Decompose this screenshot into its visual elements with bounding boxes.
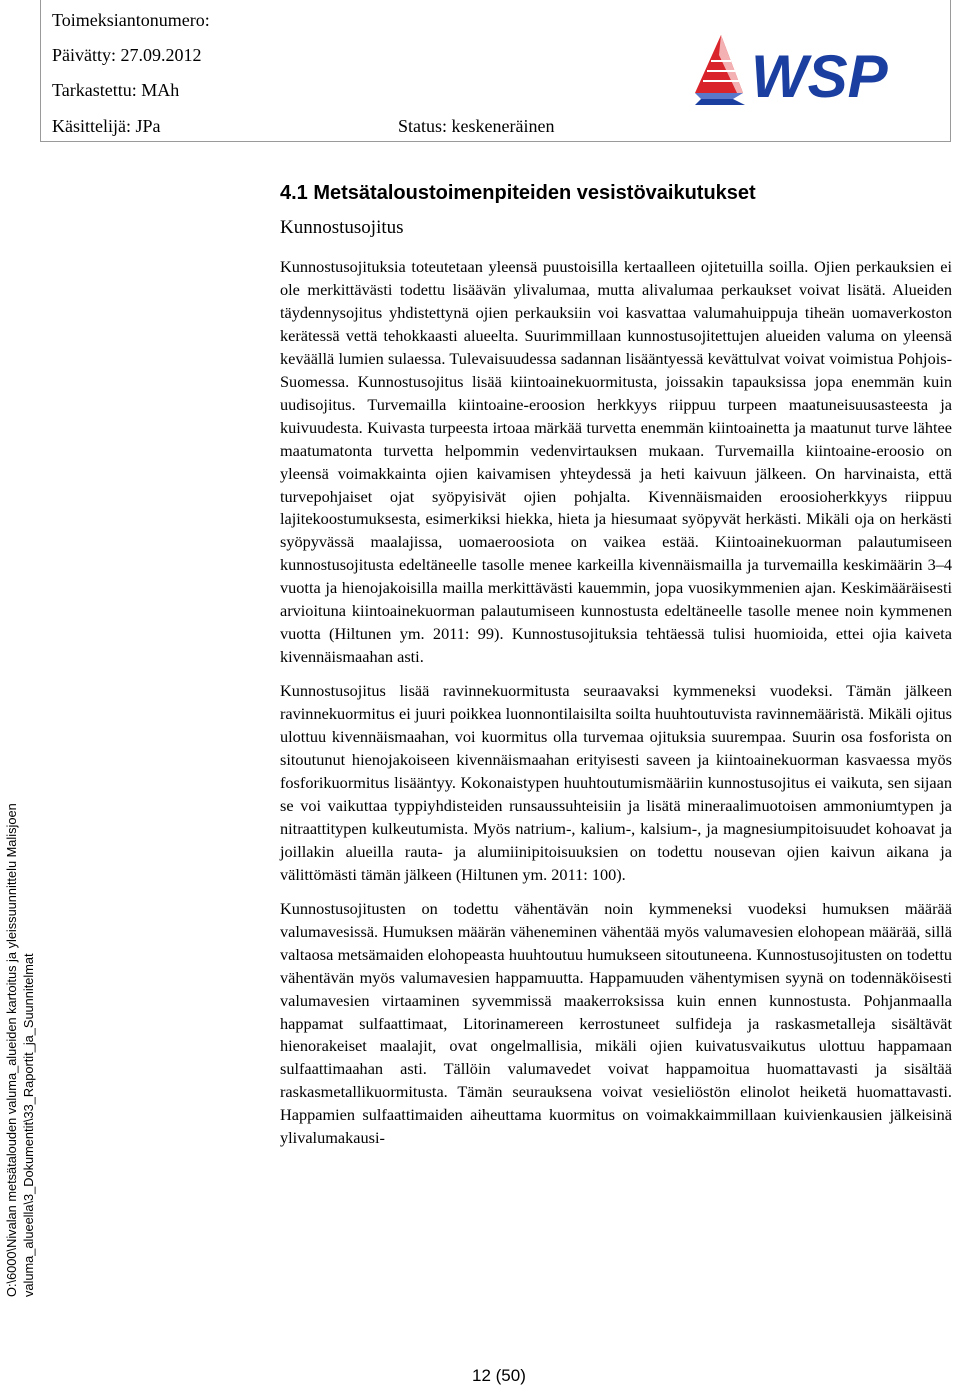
section-subheading: Kunnostusojitus	[280, 217, 404, 238]
reviewed-by: Tarkastettu: MAh	[52, 80, 180, 100]
wsp-emblem-icon	[695, 35, 745, 105]
paragraph-2: Kunnostusojitus lisää ravinnekuormitusta seuraavaksi kymmeneksi vuodeksi. Tämän jälkeen ravinnekuormitus ei juuri poikkea luonnontilaisilta soilta huuhtoutuvista ravinnemääristä. Mikäli ojitus ulottuu kivennäismaahan, voi kuormitus olla turvemaa ojituksia suurempaa. Suurin osa fosforista on sitoutunut hienojakoiseen kivennäismaahan erityisesti saveen ja kiintoainekuorman kasvaessa myös fosforikuormitus lisääntyy. Kokonaistypen huuhtoutumismääriin kunnostusojitus ei vaikuta, sen sijaan se voi vaikuttaa typpiyhdisteiden runsaussuhteisiin ja lisätä mineraalimuotoisen ammoniumtypen ja nitraattitypen kulkeutumista. Myös natrium-, kalium-, kalsium-, ja magnesiumpitoisuudet kohoavat ja joillakin alueilla rauta- ja alumiinipitoisuuksien on todettu nousevan ojien kaivun aikana ja välittömästi tämän jälkeen (Hiltunen ym. 2011: 100).	[280, 681, 952, 884]
document-status: Status: keskeneräinen	[398, 116, 555, 136]
main-content	[280, 180, 952, 1150]
paragraph-3: Kunnostusojitusten on todettu vähentävän noin kymmeneksi vuodeksi humuksen määrää valumavesissä. Humuksen määrän väheneminen vähentää myös valumavesien elohopean määrää, sillä valtaosa metsämaiden elohopeasta huuhtoutuu humukseen sitoutuneena. Kunnostusojitusten on todettu vähentävän myös valumavesien happamuutta. Happamuuden vähentymisen syynä on todennäköisesti valumavesien virtaaminen syvemmissä maakerroksissa kuin ennen kunnostusta. Pohjanmaalla happamat sulfaattimaat, Litorinamereen kerrostuneet sulfideja ja raskasmetalleja sisältävät hienorakeiset maalajit, ovat ongelmallisia, mikäli ojien kuivatusvaikutus ulottuu happamaan sulfaattimaahan asti. Tällöin valumavedet voivat happamoitua huomattavasti ja sisältää raskasmetallikuormitusta. Tämän seurauksena voivat vesieliöstön elinolot heiketä huomattavasti. Happamien sulfaattimaiden aiheuttama kuormitus on voimakkaimmillaan kuivienkausien jälkeisinä ylivalumakausi-	[280, 898, 952, 1148]
page-number: 12 (50)	[472, 1366, 526, 1385]
wsp-logo	[693, 33, 923, 115]
side-file-path	[3, 803, 39, 1297]
section-heading: 4.1 Metsätaloustoimenpiteiden vesistövaikutukset	[280, 182, 756, 204]
file-path-line-2: valuma_alueella\3_Dokumentit\33_Raportit_ja_Suunnitelmat	[21, 953, 36, 1297]
updated-date: Päivätty: 27.09.2012	[52, 45, 202, 65]
paragraph-1: Kunnostusojituksia toteutetaan yleensä puustoisilla kertaalleen ojitetuilla soilla. Ojien perkauksien ei ole merkittävästi todettu lisäävän ylivalumaa, mutta alivalumaa perkaukset voivat lisätä. Alueiden täydennysojitus yhdistettynä ojien perkauksiin voi kasvattaa valumahuippuja tiheän uomaverkoston kerätessä vettä tehokkaasti alueelta. Suurimmillaan kunnostusojitettujen alueiden valuma on yleensä keväällä lumien sulaessa. Tulevaisuudessa sadannan lisääntyessä kevättulvat voivat voimistua Pohjois-Suomessa. Kunnostusojitus lisää kiintoainekuormitusta, joissakin tapauksissa jopa enemmän kuin uudisojitus. Turvemailla kiintoaine-eroosion herkkyys riippuu turpeen maatuneisuusasteesta ja kuivuudesta. Kuivasta turpeesta irtoaa märkää turvetta enemmän kiintoainetta ja maatunut turve lähtee maatumatonta turvetta helpommin vedenvirtauksen mukaan. Turvemailla kiintoaine-eroosio on yleensä voimakkainta ojien kaivamisen yhteydessä ja heti kaivuun jälkeen. On harvinaista, että turvepohjaiset ojat syöpyisivät ojien pohjalta. Kivennäismaiden eroosioherkkyys riippuu lajitekoostumuksesta, esimerkiksi hiekka, hieta ja hiesumaat syöpyvät herkästi. Mikäli oja on herkästi syöpyvässä maalajissa, uomaeroosiota on vaikea estää. Kiintoainekuorman palautumiseen kunnostusojitusta edeltäneelle tasolle menee karkeilla kivennäismailla ja turvemailla keskimäärin 3–4 vuotta ja hienojakoisilla mailla merkittävästi kauemmin, jopa vuosikymmenien ajan. Keskimääräisesti arvioituna kiintoainekuorman palautumiseen kunnostusta edeltäneelle tasolle menee noin kymmenen vuotta (Hiltunen ym. 2011: 99). Kunnostusojituksia tehtäessä tulisi huomioida, ettei ojia kaiveta kivennäismaahan asti.	[280, 257, 952, 667]
wsp-logo-text: WSP	[751, 43, 888, 110]
handler: Käsittelijä: JPa	[52, 116, 161, 136]
job-number-label: Toimeksiantonumero:	[52, 10, 210, 30]
file-path-line-1: O:\6000\Nivalan metsätalouden valuma_alueiden kartoitus ja yleissuunnittelu Malisjoen	[4, 803, 19, 1297]
